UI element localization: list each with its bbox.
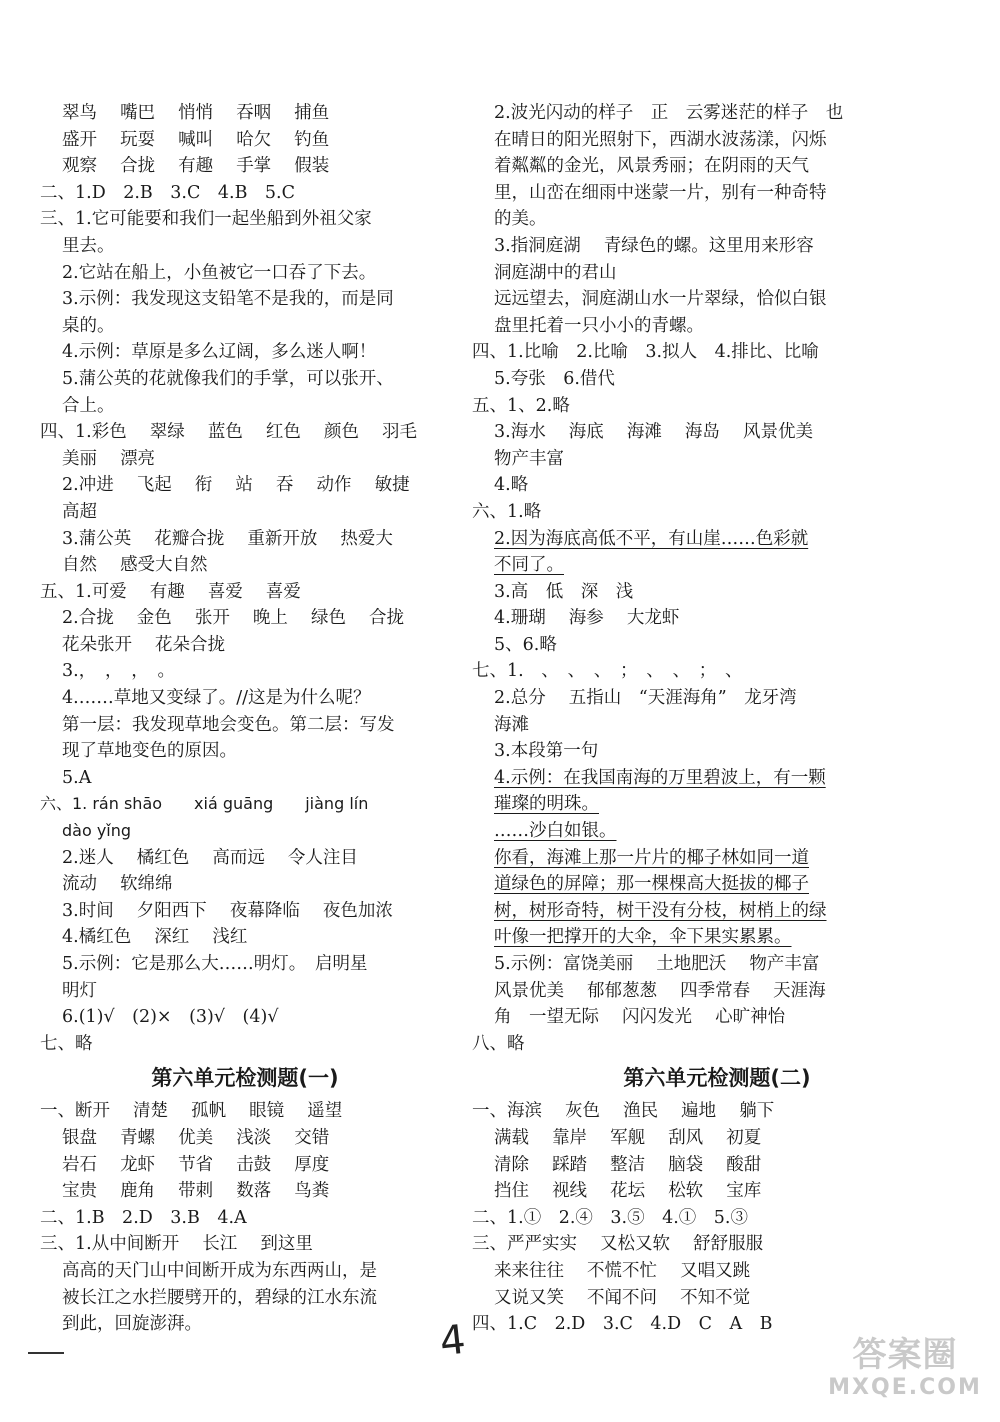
answer-line: 盘里托着一只小小的青螺。 [494, 315, 704, 336]
answer-line: 一、断开 清楚 孤帆 眼镜 遥望 [40, 1101, 343, 1122]
answer-line: 3.海水 海底 海滩 海岛 风景优美 [494, 422, 813, 443]
answer-line: 高高的天门山中间断开成为东西两山，是 [62, 1260, 377, 1281]
answer-line: 四、1.比喻 2.比喻 3.拟人 4.排比、比喻 [472, 342, 819, 363]
answer-line: 四、1.彩色 翠绿 蓝色 红色 颜色 羽毛 [40, 422, 418, 443]
answer-line: 5.蒲公英的花就像我们的手掌，可以张开、 [62, 368, 394, 389]
answer-line: 被长江之水拦腰劈开的，碧绿的江水东流 [62, 1287, 377, 1308]
answer-line: 角 一望无际 闪闪发光 心旷神怡 [494, 1007, 786, 1028]
answer-line: 风景优美 郁郁葱葱 四季常春 天涯海 [494, 980, 826, 1001]
answer-line: 高超 [62, 501, 97, 522]
answer-line: 的美。 [494, 209, 547, 230]
watermark-logo [820, 1335, 990, 1415]
answer-line: 来来往往 不慌不忙 又唱又跳 [494, 1260, 751, 1281]
answer-line: 宝贵 鹿角 带刺 数落 鸟粪 [62, 1181, 330, 1202]
underlined-answer: ……沙白如银。 [494, 821, 617, 842]
underlined-answer: 你看，海滩上那一片片的椰子林如同一道 [494, 847, 809, 868]
answer-line: 二、1.B 2.D 3.B 4.A [40, 1207, 247, 1228]
answer-line: 第一层：我发现草地会变色。第二层：写发 [62, 714, 395, 735]
answer-line: 里，山峦在细雨中迷蒙一片，别有一种奇特 [494, 182, 827, 203]
answer-line: 清除 踩踏 整洁 脑袋 酸甜 [494, 1154, 762, 1175]
footer-rule [28, 1352, 64, 1354]
answer-line: 三、1.它可能要和我们一起坐船到外祖父家 [40, 209, 372, 230]
answer-line: 翠鸟 嘴巴 悄悄 吞咽 捕鱼 [62, 103, 330, 123]
left-column [40, 100, 450, 1338]
answer-line: 自然 感受大自然 [62, 555, 208, 576]
answer-line: 5.示例：富饶美丽 土地肥沃 物产丰富 [494, 954, 820, 974]
answer-line: 七、1. 、 、 、 ； 、 、 ； 、 [472, 661, 743, 682]
section-title: 第六单元检测题(二) [623, 1066, 811, 1091]
answer-line: 4.……草地又变绿了。//这是为什么呢？ [62, 688, 371, 709]
answer-line: 4.珊瑚 海参 大龙虾 [494, 608, 680, 629]
answer-line: 2.合拢 金色 张开 晚上 绿色 合拢 [62, 608, 405, 629]
answer-line: 物产丰富 [494, 448, 564, 469]
answer-line [472, 765, 962, 792]
answer-line: 5.夸张 6.借代 [494, 368, 615, 389]
answer-line: 花朵张开 花朵合拢 [62, 634, 226, 655]
answer-line [472, 791, 962, 818]
answer-line: 四、1.C 2.D 3.C 4.D C A B [472, 1314, 773, 1335]
underlined-answer: 叶像一把撑开的大伞，伞下果实累累。 [494, 927, 792, 948]
underlined-answer: 璀璨的明珠。 [494, 794, 599, 815]
answer-line: 桌的。 [62, 315, 115, 336]
underlined-answer: 2.因为海底高低不平，有山崖……色彩就 [494, 528, 809, 549]
page-number: 4 [437, 1316, 468, 1366]
answer-line: 三、1.从中间断开 长江 到这里 [40, 1234, 313, 1255]
underlined-answer: 树，树形奇特，树干没有分枝，树梢上的绿 [494, 900, 827, 921]
answer-line: 3.蒲公英 花瓣合拢 重新开放 热爱大 [62, 528, 393, 549]
answer-line [472, 898, 962, 925]
answer-line: 又说又笑 不闻不问 不知不觉 [494, 1287, 751, 1308]
answer-line: 盛开 玩耍 喊叫 哈欠 钓鱼 [62, 129, 330, 150]
answer-line: 3.高 低 深 浅 [494, 581, 634, 602]
answer-line [472, 552, 962, 579]
right-column [472, 100, 962, 1338]
answer-line: dào yǐng [62, 821, 132, 841]
answer-line: 六、1.略 [472, 501, 542, 522]
answer-line: 合上。 [62, 395, 115, 416]
answer-line: 一、海滨 灰色 渔民 遍地 躺下 [472, 1101, 775, 1122]
answer-line: 3.， ， ， 。 [62, 661, 175, 682]
watermark-logo-text: 答案圈 [852, 1335, 958, 1375]
answer-line: 到此，回旋澎湃。 [62, 1314, 202, 1335]
answer-line: 在晴日的阳光照射下，西湖水波荡漾，闪烁 [494, 129, 827, 150]
answer-line [472, 871, 962, 898]
answer-line: 6.(1)√ (2)× (3)√ (4)√ [62, 1007, 279, 1028]
answer-line: 5、6.略 [494, 634, 557, 655]
answer-line [472, 526, 962, 553]
answer-line: 着粼粼的金光，风景秀丽；在阴雨的天气 [494, 156, 809, 177]
underlined-answer: 不同了。 [494, 555, 564, 576]
answer-line: 3.示例：我发现这支铅笔不是我的，而是同 [62, 289, 394, 310]
answer-line [472, 818, 962, 845]
answer-line: 二、1.① 2.④ 3.⑤ 4.① 5.③ [472, 1207, 748, 1228]
answer-line: 2.冲进 飞起 衔 站 吞 动作 敏捷 [62, 475, 410, 496]
answer-line: 满载 靠岸 军舰 刮风 初夏 [494, 1127, 762, 1148]
answer-line: 5.A [62, 767, 92, 788]
underlined-answer: 4.示例：在我国南海的万里碧波上，有一颗 [494, 767, 826, 788]
underlined-answer: 道绿色的屏障；那一棵棵高大挺拔的椰子 [494, 874, 809, 895]
answer-line: 海滩 [494, 714, 529, 735]
answer-line: 三、严严实实 又松又软 舒舒服服 [472, 1234, 764, 1255]
answer-line: 3.本段第一句 [494, 741, 599, 762]
answer-line: 3.指洞庭湖 青绿色的螺。这里用来形容 [494, 235, 814, 256]
answer-line: 流动 软绵绵 [62, 874, 173, 895]
answer-line [472, 845, 962, 872]
answer-line [472, 924, 962, 951]
answer-line: 4.示例：草原是多么辽阔，多么迷人啊！ [62, 342, 377, 363]
answer-line: 六、1. rán shāo xiá guāng jiàng lín [40, 794, 369, 814]
answer-line: 3.时间 夕阳西下 夜幕降临 夜色加浓 [62, 900, 393, 921]
answer-line: 五、1.可爱 有趣 喜爱 喜爱 [40, 581, 301, 602]
answer-line: 2.波光闪动的样子 正 云雾迷茫的样子 也 [494, 103, 844, 123]
answer-line: 挡住 视线 花坛 松软 宝库 [494, 1181, 762, 1202]
answer-line: 洞庭湖中的君山 [494, 262, 617, 283]
answer-line: 明灯 [62, 980, 97, 1001]
answer-line: 5.示例：它是那么大……明灯。 启明星 [62, 954, 368, 974]
answer-line: 美丽 漂亮 [62, 448, 156, 469]
answer-line: 远远望去，洞庭湖山水一片翠绿，恰似白银 [494, 289, 827, 310]
answer-line: 4.橘红色 深红 浅红 [62, 927, 248, 948]
answer-line: 二、1.D 2.B 3.C 4.B 5.C [40, 182, 296, 203]
answer-line: 2.总分 五指山 “天涯海角” 龙牙湾 [494, 688, 797, 709]
answer-line: 五、1、2.略 [472, 395, 570, 416]
answer-line: 七、略 [40, 1033, 93, 1054]
answer-line: 2.它站在船上，小鱼被它一口吞了下去。 [62, 262, 377, 283]
answer-line: 八、略 [472, 1033, 525, 1054]
answer-line: 现了草地变色的原因。 [62, 741, 237, 762]
answer-line: 2.迷人 橘红色 高而远 令人注目 [62, 847, 358, 868]
answer-line: 4.略 [494, 475, 529, 496]
answer-line: 银盘 青螺 优美 浅淡 交错 [62, 1127, 330, 1148]
answer-line: 岩石 龙虾 节省 击鼓 厚度 [62, 1154, 330, 1175]
watermark-url: MXQE.COM [828, 1375, 982, 1400]
answer-line: 观察 合拢 有趣 手掌 假装 [62, 156, 330, 177]
section-title: 第六单元检测题(一) [151, 1066, 339, 1091]
answer-line: 里去。 [62, 235, 115, 256]
